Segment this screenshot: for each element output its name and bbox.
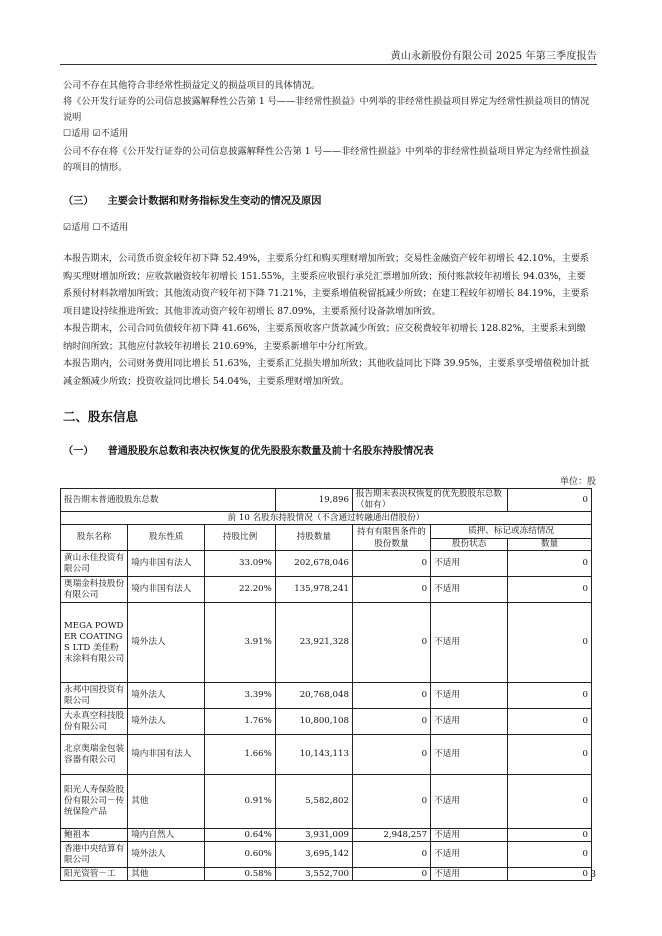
header-restricted: 持有有限售条件的股份数量	[352, 525, 430, 551]
share-status: 不适用	[431, 603, 508, 683]
share-status: 不适用	[431, 735, 508, 775]
restricted-quantity: 0	[352, 551, 430, 577]
holding-ratio: 0.64%	[205, 829, 276, 842]
share-status: 不适用	[431, 577, 508, 603]
header-nature: 股东性质	[128, 525, 205, 551]
table-row	[61, 683, 592, 709]
top10-caption: 前 10 名股东持股情况（不含通过转融通出借股份）	[61, 512, 592, 525]
holding-ratio: 0.60%	[205, 842, 276, 868]
header-divider	[60, 64, 597, 65]
total-shareholders-value: 19,896	[275, 489, 352, 512]
restricted-quantity: 0	[352, 775, 430, 829]
table-row	[61, 577, 592, 603]
pledge-amount: 0	[508, 842, 592, 868]
applicability-checkbox-1: ☐适用 ☑不适用	[63, 128, 129, 139]
shareholder-name: 北京奥瑞金包装容器有限公司	[61, 735, 128, 775]
header-name: 股东名称	[61, 525, 128, 551]
header-pledge: 质押、标记或冻结情况	[431, 525, 592, 539]
section-1-heading	[63, 442, 434, 457]
holding-ratio: 1.66%	[205, 735, 276, 775]
nonrecurring-other-note: 公司不存在其他符合非经常性损益定义的损益项目的具体情况。	[63, 80, 321, 91]
shareholder-nature: 其他	[128, 868, 205, 881]
holding-quantity: 20,768,048	[275, 683, 352, 709]
shareholder-nature: 其他	[128, 775, 205, 829]
shareholder-name: 大永真空科技股份有限公司	[61, 709, 128, 735]
holding-quantity: 10,143,113	[275, 735, 352, 775]
holding-quantity: 10,800,108	[275, 709, 352, 735]
header-status: 股份状态	[431, 539, 508, 551]
pledge-amount: 0	[508, 577, 592, 603]
header-row-1	[61, 525, 592, 539]
holding-ratio: 0.58%	[205, 868, 276, 881]
holding-ratio: 22.20%	[205, 577, 276, 603]
pledge-amount: 0	[508, 551, 592, 577]
chapter-shareholder-info: 二、股东信息	[63, 409, 139, 424]
shareholder-table	[60, 488, 592, 881]
restricted-quantity: 0	[352, 868, 430, 881]
shareholder-nature: 境内非国有法人	[128, 551, 205, 577]
shareholder-name: 阳光人寿保险股份有限公司－传统保险产品	[61, 775, 128, 829]
share-status: 不适用	[431, 775, 508, 829]
shareholder-nature: 境内非国有法人	[128, 735, 205, 775]
unit-label: 单位：股	[559, 477, 596, 487]
balance-sheet-changes: 本报告期末，公司货币资金较年初下降 52.49%，主要系分红和购买理财增加所致；交易性金融资产较年初增长 42.10%，主要系购买理财增加所致；应收款融资较年初增长 151.55%，主要系应收银行承兑汇票增加所致；预付账款较年初增长 94.03%，主要系预付材料款增加所致；其他流动资产较年初下降 71.21%，主要系增值税留抵减少所致；在建工程较年初增长 84.19%，主要系项目建设持续推进所致；其他非流动资产较年初增长 87.09%，主要系预付设备款增加所致。	[63, 253, 590, 317]
pledge-amount: 0	[508, 868, 592, 881]
pledge-amount: 0	[508, 735, 592, 775]
page-number: 3	[590, 870, 596, 880]
share-status: 不适用	[431, 551, 508, 577]
shareholder-nature: 境外法人	[128, 683, 205, 709]
table-row	[61, 775, 592, 829]
shareholder-nature: 境内自然人	[128, 829, 205, 842]
pledge-amount: 0	[508, 603, 592, 683]
share-status: 不适用	[431, 683, 508, 709]
holding-quantity: 3,552,700	[275, 868, 352, 881]
share-status: 不适用	[431, 868, 508, 881]
table-row	[61, 735, 592, 775]
holding-ratio: 3.39%	[205, 683, 276, 709]
restricted-quantity: 0	[352, 709, 430, 735]
share-status: 不适用	[431, 829, 508, 842]
share-status: 不适用	[431, 842, 508, 868]
section-1-number: （一）	[63, 446, 94, 457]
applicability-checkbox-2: ☑适用 ☐不适用	[63, 222, 129, 233]
restricted-quantity: 0	[352, 603, 430, 683]
shareholder-name: 香港中央结算有限公司	[61, 842, 128, 868]
top10-caption-row	[61, 512, 592, 525]
holding-ratio: 3.91%	[205, 603, 276, 683]
holding-quantity: 23,921,328	[275, 603, 352, 683]
shareholder-nature: 境外法人	[128, 709, 205, 735]
holding-ratio: 1.76%	[205, 709, 276, 735]
table-row	[61, 551, 592, 577]
restricted-quantity: 2,948,257	[352, 829, 430, 842]
shareholder-name: MEGA POWDER COATINGS LTD 美佳粉末涂料有限公司	[61, 603, 128, 683]
section-1-title: 普通股股东总数和表决权恢复的优先股股东数量及前十名股东持股情况表	[107, 446, 434, 457]
shareholder-name: 阳光资管－工	[61, 868, 128, 881]
section-3-heading	[63, 192, 322, 207]
holding-ratio: 33.09%	[205, 551, 276, 577]
table-row	[61, 868, 592, 881]
table-row	[61, 709, 592, 735]
header-ratio: 持股比例	[205, 525, 276, 551]
shareholder-name: 黄山永佳投资有限公司	[61, 551, 128, 577]
holding-ratio: 0.91%	[205, 775, 276, 829]
header-amount: 数量	[508, 539, 592, 551]
restricted-quantity: 0	[352, 577, 430, 603]
nonrecurring-definition-note: 将《公开发行证券的公司信息披露解释性公告第 1 号——非经常性损益》中列举的非经常性损益项目界定为经常性损益项目的情况说明	[63, 96, 590, 123]
table-row	[61, 842, 592, 868]
total-shareholders-row	[61, 489, 592, 512]
holding-quantity: 5,582,802	[275, 775, 352, 829]
table-row	[61, 603, 592, 683]
liability-changes: 本报告期末，公司合同负债较年初下降 41.66%，主要系预收客户货款减少所致；应交税费较年初增长 128.82%，主要系未到缴纳时间所致；其他应付款较年初增长 210.69%，主要系新增年中分红所致。	[63, 323, 586, 352]
preferred-shareholders-value: 0	[508, 489, 592, 512]
pledge-amount: 0	[508, 683, 592, 709]
holding-quantity: 135,978,241	[275, 577, 352, 603]
section-3-number: （三）	[63, 196, 94, 207]
holding-quantity: 202,678,046	[275, 551, 352, 577]
total-shareholders-label: 报告期末普通股股东总数	[61, 489, 276, 512]
header-qty: 持股数量	[275, 525, 352, 551]
pledge-amount: 0	[508, 829, 592, 842]
pledge-amount: 0	[508, 709, 592, 735]
preferred-shareholders-label: 报告期末表决权恢复的优先股股东总数（如有）	[352, 489, 507, 512]
pledge-amount: 0	[508, 775, 592, 829]
restricted-quantity: 0	[352, 842, 430, 868]
table-row	[61, 829, 592, 842]
restricted-quantity: 0	[352, 735, 430, 775]
shareholder-nature: 境内非国有法人	[128, 577, 205, 603]
report-header: 黄山永新股份有限公司 2025 年第三季度报告	[390, 51, 597, 62]
shareholder-nature: 境外法人	[128, 842, 205, 868]
holding-quantity: 3,931,009	[275, 829, 352, 842]
restricted-quantity: 0	[352, 683, 430, 709]
income-statement-changes: 本报告期内，公司财务费用同比增长 51.63%，主要系汇兑损失增加所致；其他收益同比下降 39.95%，主要系享受增值税加计抵减金额减少所致；投资收益同比增长 54.04%，主要系理财增加所致。	[63, 358, 590, 387]
section-3-title: 主要会计数据和财务指标发生变动的情况及原因	[107, 196, 322, 207]
shareholder-name: 鲍祖本	[61, 829, 128, 842]
nonrecurring-conclusion: 公司不存在将《公开发行证券的公司信息披露解释性公告第 1 号——非经常性损益》中列举的非经常性损益项目界定为经常性损益的项目的情形。	[63, 146, 590, 173]
shareholder-nature: 境外法人	[128, 603, 205, 683]
share-status: 不适用	[431, 709, 508, 735]
shareholder-name: 永邦中国投资有限公司	[61, 683, 128, 709]
holding-quantity: 3,695,142	[275, 842, 352, 868]
shareholder-name: 奥瑞金科技股份有限公司	[61, 577, 128, 603]
